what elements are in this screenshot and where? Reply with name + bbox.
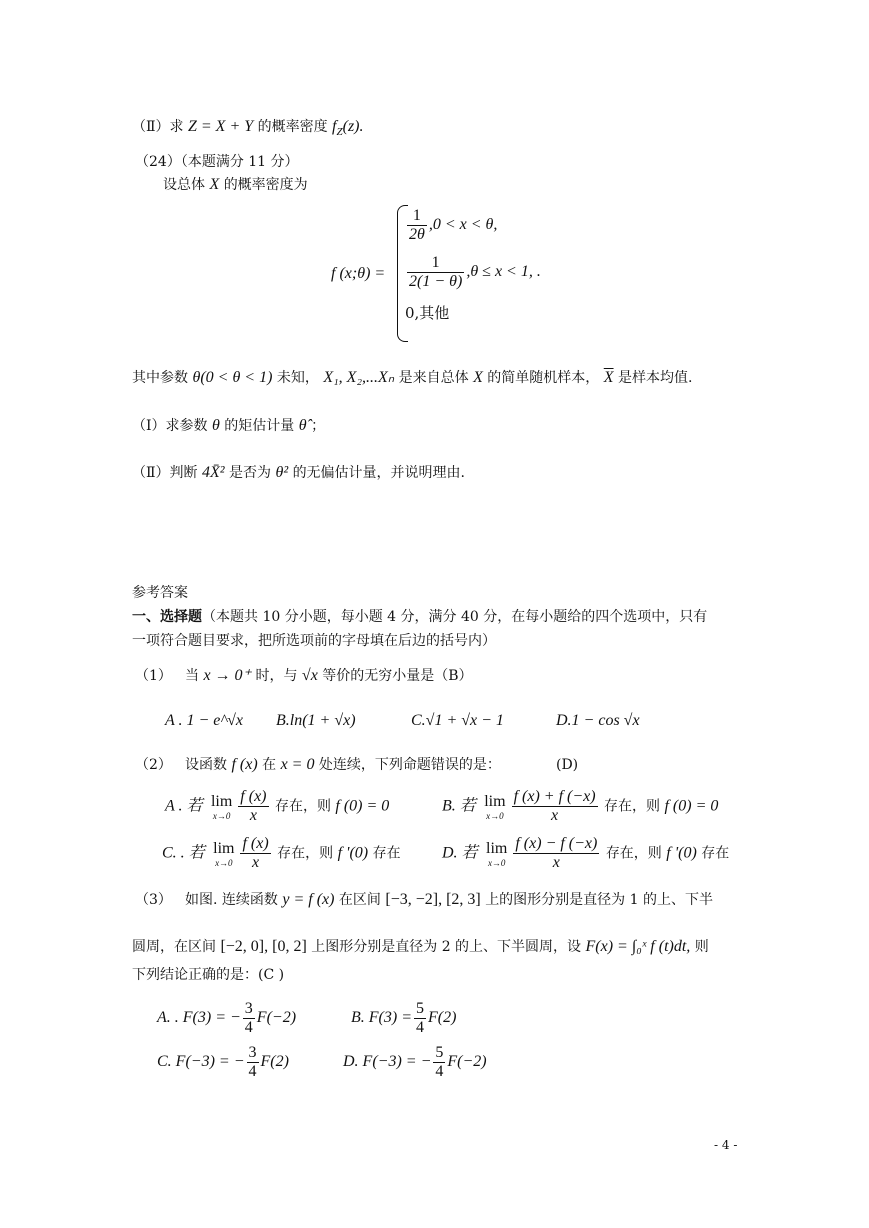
q2-d-sub: x→0 [487,857,506,868]
q24-case1-cond: ,0 < x < θ, [428,216,498,234]
q3-line2-int: [−2, 0], [0, 2] [220,938,307,955]
q3-a-post: F(−2) [256,1009,297,1027]
q24-part2-var: θ² [275,464,289,481]
q3-line2-post: 则 [694,939,709,955]
q2-text-pre: 设函数 [185,757,227,773]
q23-fz-sub: Z [336,125,343,138]
q24-part2-math: 4X̄² [201,464,225,481]
q2-c-res: f '(0) [337,844,369,862]
q2-text-mid: 在 [262,757,277,773]
q2-option-c-lim [211,840,236,868]
q1-option-a: A . 1 − e^√x [165,712,244,729]
q24-param-line [132,368,692,388]
q2-option-d-lim [484,840,509,868]
q1-num: （1） [135,668,172,684]
q1-text-mid: 时，与 [255,668,298,684]
q24-intro-pre: 设总体 [163,177,205,193]
q2-c-post: 存在，则 [277,845,334,862]
q24-case2 [405,254,541,291]
q2-c-num: f (x) [242,835,269,852]
q24-part2-pre: （Ⅱ）判断 [132,465,198,481]
q23-part2-line [132,117,364,142]
q23-fz: f [332,118,337,135]
q1-text-post: 等价的无穷小量是（B） [322,668,473,684]
q3-option-b [351,1000,456,1037]
q2-a-lim: lim [210,792,233,810]
q3-d-frac [433,1044,445,1081]
q3-option-d [343,1044,487,1081]
q24-sample-post: 的简单随机样本， [487,370,600,386]
q3-b-pre: B. F(3) = [351,1009,412,1027]
q24-case3: 0,其他 [405,304,450,322]
q3-line1-func: y = f (x) [282,891,335,908]
q3-a-num: 3 [244,1000,253,1017]
q3-b-den: 4 [416,1019,424,1036]
q2-d-lim: lim [486,839,508,857]
q2-text-cond: x = 0 [280,756,315,773]
q2-a-den: x [249,807,257,824]
q2-option-c-frac [240,835,270,872]
q23-part2-middle: 的概率密度 [257,119,328,135]
q2-b-den: x [551,807,559,824]
q2-option-c-label: C. . 若 [162,844,205,862]
q3-a-frac [243,1000,255,1037]
q2-option-b-lim [482,793,507,821]
q24-part1-hat: θ̂ [298,417,307,434]
q24-case1 [405,207,497,244]
q2-a-res: f (0) = 0 [335,797,390,815]
q3-a-den: 4 [244,1019,253,1036]
q2-d-den: x [552,854,560,871]
q3-c-post: F(2) [260,1053,289,1071]
q3-d-den: 4 [435,1063,444,1080]
q24-header: （24）（本题满分 11 分） [135,154,299,170]
q3-line1-post: 上的图形分别是直径为 1 的上、下半 [485,892,713,908]
q2-option-a [165,788,389,825]
q2-option-a-label: A . 若 [165,797,203,815]
q2-c-den: x [252,854,260,871]
q1-option-b: B.ln(1 + √x) [276,712,356,729]
q2-option-d-frac [513,835,599,872]
q3-num: （3） [135,892,172,908]
q2-stem [185,755,501,775]
q24-case1-num: 1 [407,207,427,226]
q2-option-c [162,835,401,872]
answers-section-line1 [132,607,707,627]
q2-a-sub: x→0 [212,810,231,821]
answers-section-title: 一、选择题 [132,609,202,625]
q2-d-res: f '(0) [666,844,697,862]
q24-sample-mid: 是来自总体 [398,370,469,386]
q24-mean-var: $\overline{X}$ [603,369,614,386]
q1-text-sqrt: √x [301,667,318,684]
q3-line1-pre: 如图. 连续函数 [185,892,278,908]
q2-a-post: 存在，则 [274,798,331,815]
q24-part1-var: θ [211,417,220,434]
q2-d-post: 存在，则 [605,845,662,862]
q2-d-num: f (x) − f (−x) [515,835,598,852]
q2-option-d-label: D. 若 [442,844,478,862]
q23-part2-formula: Z = X + Y [187,118,254,135]
q3-c-frac [247,1044,259,1081]
q1-option-d: D.1 − cos √x [556,712,640,729]
q24-param-math: θ(0 < θ < 1) [192,369,273,386]
q3-option-a [157,1000,296,1037]
q24-intro-var: X [209,176,220,193]
q2-d-end: 存在 [701,845,730,862]
answers-section-desc-1: （本题共 10 分小题，每小题 4 分，满分 40 分，在每小题给的四个选项中，只有 [202,609,708,625]
q24-part1-end: ； [311,418,326,434]
q24-intro [163,175,308,195]
q24-intro-post: 的概率密度为 [223,177,308,193]
q24-part2-post: 的无偏估计量，并说明理由. [292,465,466,481]
q24-part2-mid: 是否为 [229,465,271,481]
q2-option-b-frac [512,788,598,825]
q23-part2-prefix: （Ⅱ）求 [132,119,184,135]
q3-d-pre: D. F(−3) = − [343,1053,432,1071]
q3-b-frac [414,1000,426,1037]
q24-case1-frac [407,207,427,244]
q24-part1-line [132,416,325,436]
q3-b-post: F(2) [428,1009,457,1027]
q24-case2-cond: ,θ ≤ x < 1, . [466,263,541,281]
q3-line1 [185,890,713,910]
q2-text-post: 处连续，下列命题错误的是： [318,757,501,773]
q2-b-sub: x→0 [486,810,504,821]
answers-section-desc-2: 一项符合题目要求，把所选项前的字母填在后边的括号内） [132,633,496,649]
q3-line2-pre: 圆周，在区间 [132,939,216,955]
q24-case2-frac [407,254,464,291]
q3-line1-mid: 在区间 [338,892,381,908]
q24-case2-den: 2(1 − θ) [409,273,463,290]
q3-d-num: 5 [435,1044,444,1061]
q24-sample-var: X [473,369,483,386]
q3-c-num: 3 [248,1044,257,1061]
q24-part1-post: 的矩估计量 [224,418,295,434]
q2-text-f: f (x) [231,756,258,773]
q3-a-pre: A. . F(3) = − [157,1009,241,1027]
q3-line3: 下列结论正确的是：(C ) [132,967,285,983]
q3-b-num: 5 [416,1000,424,1017]
q2-option-a-lim [209,793,234,821]
q3-c-pre: C. F(−3) = − [157,1053,245,1071]
q2-num: （2） [135,757,172,773]
q2-c-sub: x→0 [215,857,233,868]
q24-part2-line [132,463,465,483]
q3-c-den: 4 [248,1063,257,1080]
q24-pdf-lhs: f (x;θ) = [331,265,386,282]
q3-line2-mid: 上图形分别是直径为 2 的上、下半圆周，设 [311,939,582,955]
q1-stem [185,666,473,686]
q24-param-pre: 其中参数 [132,370,188,386]
q24-part1-pre: （Ⅰ）求参数 [132,418,208,434]
page-number: - 4 - [714,1138,738,1152]
q3-d-post: F(−2) [447,1053,487,1071]
q2-b-lim: lim [484,792,506,810]
q2-option-b [442,788,718,825]
q3-line2 [132,937,709,957]
q3-option-c [157,1044,289,1081]
q2-answer: (D) [556,757,579,773]
q2-c-end: 存在 [372,845,401,862]
q24-sample-math: X₁, X₂,...Xₙ [323,369,395,386]
q2-b-post: 存在，则 [604,798,661,815]
q2-b-num: f (x) + f (−x) [513,788,596,805]
q3-line1-int: [−3, −2], [2, 3] [385,891,481,908]
answers-title: 参考答案 [132,585,188,601]
q1-text-math: x → 0⁺ [203,667,251,684]
q2-c-lim: lim [213,839,235,857]
q2-option-d [442,835,729,872]
q2-b-res: f (0) = 0 [664,797,719,815]
q2-option-a-frac [238,788,268,825]
q2-option-b-label: B. 若 [442,797,476,815]
q2-a-num: f (x) [240,788,267,805]
q24-param-mid: 未知， [276,370,319,386]
q24-case1-den: 2θ [409,226,425,243]
q24-case2-num: 1 [407,254,464,273]
q24-mean-post: 是样本均值. [617,370,693,386]
q1-text-pre: 当 [185,668,199,684]
q23-fz-arg: (z). [342,118,364,135]
q3-line2-F: F(x) = ∫₀ˣ f (t)dt, [585,938,691,955]
q1-option-c: C.√1 + √x − 1 [411,712,504,729]
